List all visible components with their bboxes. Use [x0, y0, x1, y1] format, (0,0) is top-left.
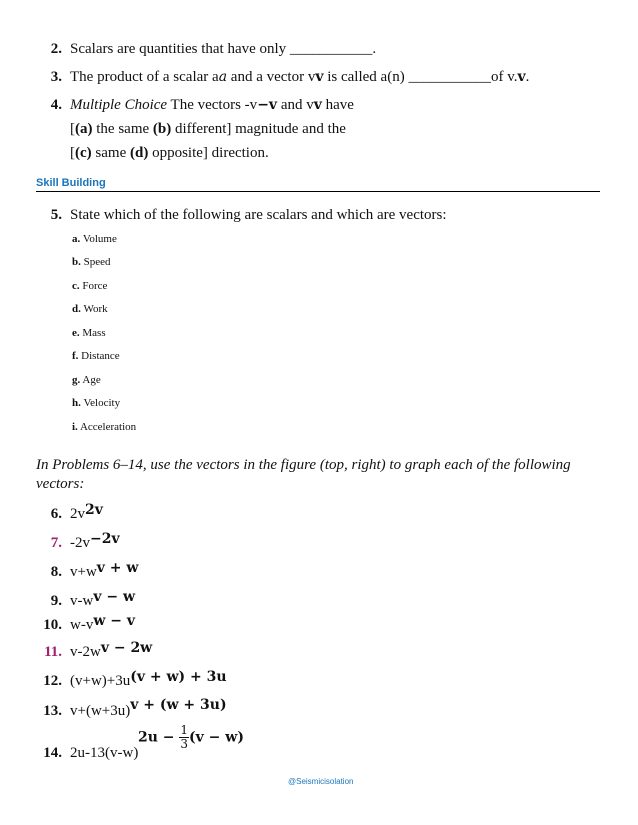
- problem-expression: [70, 531, 120, 552]
- expr-math: (v + w) + 3u: [130, 669, 227, 685]
- choice-d: (d): [129, 145, 149, 161]
- q3-pre: The product of a scalar a: [70, 69, 219, 85]
- problems-intro: In Problems 6–14, use the vectors in the figure (top, right) to graph each of the following vectors:: [36, 457, 571, 492]
- math-vector: v: [517, 69, 526, 85]
- choice-b-text: different] magnitude and the: [171, 121, 346, 137]
- part-letter: d.: [72, 303, 81, 315]
- expr-math: [138, 724, 244, 751]
- section-header: [36, 177, 600, 192]
- q3-dot: .: [525, 69, 530, 85]
- list-item: [72, 256, 111, 268]
- problem-number: 14.: [43, 745, 62, 761]
- expr-math: w − v: [93, 613, 135, 629]
- part-text: Distance: [81, 350, 120, 362]
- problem-number: 7.: [50, 535, 62, 551]
- problem-expression: [70, 589, 135, 610]
- part-letter: c.: [72, 280, 80, 292]
- part-letter: h.: [72, 397, 81, 409]
- expr-plain: (v+w)+3u: [70, 673, 131, 689]
- problem-expression: [70, 502, 103, 523]
- q4-post: have: [321, 97, 354, 113]
- fraction-numerator: 1: [180, 723, 189, 737]
- expr-math: v + (w + 3u): [130, 697, 227, 713]
- expr-math: v + w: [96, 560, 139, 576]
- list-item: [72, 397, 120, 409]
- problem-expression: [70, 640, 153, 661]
- section-title: Skill Building: [36, 177, 106, 189]
- part-text: Work: [83, 303, 108, 315]
- math-scalar: a: [218, 69, 228, 85]
- choice-a: (a): [75, 121, 93, 137]
- math-vector: v: [315, 69, 324, 85]
- watermark: @Seismicisolation: [288, 777, 354, 786]
- list-item: [72, 280, 107, 292]
- expr-math: 2v: [85, 502, 103, 518]
- problem-expression: [70, 560, 139, 581]
- question-text: Scalars are quantities that have only ___________.: [70, 41, 377, 57]
- expr-math: v − 2w: [100, 640, 153, 656]
- list-item: [72, 421, 136, 433]
- problem-number: 9.: [50, 593, 62, 609]
- expr-plain: v-w: [70, 593, 94, 609]
- problem-number: 6.: [50, 506, 62, 522]
- expr-math-pre: 2u −: [138, 729, 180, 746]
- problem-expression: [70, 613, 135, 634]
- expr-plain: v+w: [70, 564, 97, 580]
- list-item: [72, 327, 106, 339]
- part-text: Age: [82, 374, 101, 386]
- expr-plain: v-2w: [70, 644, 101, 660]
- expr-plain: -2v: [70, 535, 90, 551]
- problem-expression: [70, 697, 227, 720]
- q4-mid: and v: [277, 97, 314, 113]
- choice-a-text: the same: [92, 121, 153, 137]
- bracket: [: [70, 121, 75, 137]
- choice-b: (b): [152, 121, 172, 137]
- question-text: [70, 97, 354, 114]
- problem-number: 8.: [50, 564, 62, 580]
- part-letter: e.: [72, 327, 80, 339]
- expr-plain: v+(w+3u): [70, 703, 131, 719]
- problem-expression: [70, 669, 227, 690]
- item-number: 5.: [50, 207, 62, 223]
- expr-math: −2v: [90, 531, 120, 547]
- bracket: [: [70, 145, 75, 161]
- math-vector: −v: [257, 97, 278, 113]
- expr-math-post: (v − w): [189, 729, 244, 746]
- fraction-denominator: 3: [180, 737, 189, 751]
- part-text: Force: [82, 280, 108, 292]
- item-number: 4.: [50, 97, 62, 113]
- problem-number: 13.: [43, 703, 62, 719]
- part-text: Velocity: [83, 397, 121, 409]
- part-text: Speed: [83, 256, 111, 268]
- part-letter: f.: [72, 350, 79, 362]
- list-item: [72, 350, 120, 362]
- part-letter: g.: [72, 374, 81, 386]
- list-item: [72, 374, 101, 386]
- problem-expression: 2u-13(v-w): [70, 745, 139, 761]
- part-letter: a.: [72, 233, 81, 245]
- part-letter: b.: [72, 256, 81, 268]
- problem-number: 12.: [43, 673, 62, 689]
- expr-plain: 2v: [70, 506, 85, 522]
- choice-c-text: same: [91, 145, 130, 161]
- math-vector: v: [313, 97, 322, 113]
- list-item: [72, 303, 108, 315]
- choice-c: (c): [75, 145, 92, 161]
- problem-number: 11.: [44, 644, 62, 660]
- q3-post: is called a(n) ___________of v.: [323, 69, 518, 85]
- question-text: [70, 121, 346, 138]
- q4-label: Multiple Choice: [70, 97, 168, 113]
- question-text: [70, 145, 269, 162]
- problem-number: 10.: [43, 617, 62, 633]
- expr-math: v − w: [93, 589, 135, 605]
- list-item: [72, 233, 117, 245]
- expr-plain: w-v: [70, 617, 94, 633]
- part-text: Mass: [82, 327, 106, 339]
- item-number: 2.: [50, 41, 62, 57]
- q3-mid: and a vector v: [227, 69, 316, 85]
- choice-d-text: opposite] direction.: [148, 145, 269, 161]
- part-letter: i.: [72, 421, 78, 433]
- item-number: 3.: [50, 69, 62, 85]
- fraction: [179, 724, 189, 751]
- question-text: [70, 69, 529, 86]
- question-text: State which of the following are scalars and which are vectors:: [70, 207, 447, 223]
- q4-pre: The vectors -v: [167, 97, 258, 113]
- part-text: Volume: [82, 233, 117, 245]
- part-text: Acceleration: [79, 421, 137, 433]
